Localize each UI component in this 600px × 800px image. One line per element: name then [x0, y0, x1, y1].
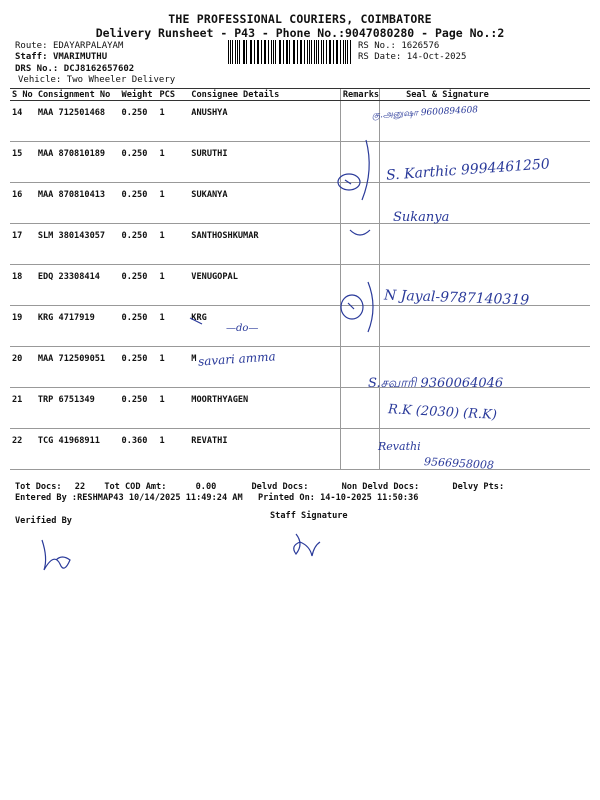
tot-docs-label: Tot Docs: [15, 482, 62, 492]
col-header-remarks: Remarks [340, 89, 379, 101]
runsheet-subtitle: Delivery Runsheet - P43 - Phone No.:9047080280 - Page No.:2 [95, 26, 505, 40]
runsheet-table [10, 88, 590, 470]
row-sno: 15 [10, 142, 36, 183]
rs-no-label: RS No.: [358, 41, 396, 51]
rs-date-value: 14-Oct-2025 [406, 52, 467, 62]
table-row [10, 224, 590, 265]
handwritten-signature-row18: N Jayal-9787140319 [383, 287, 530, 309]
col-header-consignment: Consignment No [36, 89, 120, 101]
row-weight: 0.250 [120, 306, 158, 347]
entered-by-line: Entered By :RESHMAP43 10/14/2025 11:49:24 AM [15, 493, 243, 503]
barcode-bar [314, 40, 315, 64]
row-weight: 0.250 [120, 224, 158, 265]
row-sno: 20 [10, 347, 36, 388]
row-pcs: 1 [157, 183, 189, 224]
rs-date-line [358, 52, 466, 63]
verified-signature-scribble [42, 540, 70, 570]
row-consignee: SUKANYA [189, 183, 340, 224]
row-weight: 0.250 [120, 347, 158, 388]
table-row [10, 429, 590, 470]
row-pcs: 1 [157, 388, 189, 429]
rs-date-label: RS Date: [358, 52, 402, 62]
row-weight: 0.360 [120, 429, 158, 470]
row-weight: 0.250 [120, 388, 158, 429]
barcode-bar [235, 40, 236, 64]
drs-line [15, 64, 134, 75]
tot-cod-label: Tot COD Amt: [104, 482, 167, 492]
staff-label: Staff: [15, 52, 48, 62]
totals-line [15, 482, 504, 492]
row-pcs: 1 [157, 224, 189, 265]
barcode-bar [280, 40, 281, 64]
barcode-bar [228, 40, 229, 64]
company-title: THE PROFESSIONAL COURIERS, COIMBATORE [168, 12, 432, 26]
handwritten-signature-row15: S. Karthic 9994461250 [385, 156, 551, 184]
barcode-bar [268, 40, 269, 64]
col-header-weight: Weight [120, 89, 158, 101]
table-row [10, 388, 590, 429]
delvd-docs-label: Delvd Docs: [251, 482, 309, 492]
row-consignee: VENUGOPAL [189, 265, 340, 306]
row-pcs: 1 [157, 306, 189, 347]
row-seal-signature [380, 306, 590, 347]
route-label: Route: [15, 41, 48, 51]
row-consignment-no: MAA 870810413 [36, 183, 120, 224]
row-consignee: M [189, 347, 340, 388]
row-consignment-no: TRP 6751349 [36, 388, 120, 429]
row-sno: 16 [10, 183, 36, 224]
row-pcs: 1 [157, 429, 189, 470]
non-delvd-docs-label: Non Delvd Docs: [341, 482, 420, 492]
row-consignment-no: EDQ 23308414 [36, 265, 120, 306]
row-seal-signature [380, 101, 590, 142]
vehicle-label: Vehicle: [18, 75, 62, 85]
barcode-bar [330, 40, 331, 64]
barcode-bar [323, 40, 324, 64]
rs-no-line [358, 41, 439, 52]
vehicle-value: Two Wheeler Delivery [66, 75, 176, 85]
barcode-image [228, 40, 352, 64]
row-remarks [340, 183, 379, 224]
tot-docs-value: 22 [74, 482, 86, 492]
row-sno: 22 [10, 429, 36, 470]
tot-cod-value: 0.00 [195, 482, 217, 492]
handwritten-signature-row16: Sukanya [393, 210, 450, 225]
barcode-bar [251, 40, 252, 64]
row-weight: 0.250 [120, 142, 158, 183]
row-consignment-no: MAA 870810189 [36, 142, 120, 183]
staff-value: VMARIMUTHU [52, 52, 108, 62]
barcode-bar [289, 40, 290, 64]
barcode-bar [301, 40, 302, 64]
vehicle-line [18, 75, 175, 86]
staff-signature-label: Staff Signature [270, 511, 348, 521]
barcode-bar [239, 40, 240, 64]
handwritten-ditto-row19: —do— [226, 323, 259, 334]
col-header-sno: S No [10, 89, 36, 101]
drs-label: DRS No.: [15, 64, 59, 74]
row-seal-signature [380, 224, 590, 265]
barcode-bar [321, 40, 322, 64]
row-remarks [340, 224, 379, 265]
row-consignee: REVATHI [189, 429, 340, 470]
row-remarks [340, 429, 379, 470]
row-consignment-no: SLM 380143057 [36, 224, 120, 265]
barcode-bar [258, 40, 259, 64]
row-remarks [340, 306, 379, 347]
row-weight: 0.250 [120, 101, 158, 142]
row-consignment-no: KRG 4717919 [36, 306, 120, 347]
drs-value: DCJ8162657602 [63, 64, 135, 74]
route-value: EDAYARPALAYAM [52, 41, 124, 51]
handwritten-signature-row14: கு.அனுஷா 9600894608 [371, 105, 479, 121]
row-sno: 18 [10, 265, 36, 306]
barcode-bar [275, 40, 276, 64]
handwritten-signature-row22: Revathi [378, 440, 421, 453]
barcode-bar [294, 40, 295, 64]
table-header-row [10, 89, 590, 101]
row-consignee: KRG [189, 306, 340, 347]
table-row [10, 306, 590, 347]
handwritten-signature-row21: R.K (2030) (R.K) [387, 402, 498, 423]
barcode-bar [246, 40, 247, 64]
barcode-bar [343, 40, 344, 64]
barcode-bar [265, 40, 266, 64]
row-pcs: 1 [157, 101, 189, 142]
table-row [10, 183, 590, 224]
row-remarks [340, 142, 379, 183]
table-row [10, 101, 590, 142]
row-sno: 21 [10, 388, 36, 429]
row-remarks [340, 265, 379, 306]
staff-line [15, 52, 107, 63]
col-header-signature: Seal & Signature [380, 89, 590, 101]
handwritten-consignee-row20: savari amma [197, 349, 277, 369]
route-line [15, 41, 123, 52]
barcode-bar [307, 40, 308, 64]
row-consignment-no: MAA 712509051 [36, 347, 120, 388]
row-consignment-no: MAA 712501468 [36, 101, 120, 142]
row-weight: 0.250 [120, 265, 158, 306]
row-weight: 0.250 [120, 183, 158, 224]
delvy-pts-label: Delvy Pts: [452, 482, 505, 492]
row-pcs: 1 [157, 347, 189, 388]
row-sno: 14 [10, 101, 36, 142]
col-header-pcs: PCS [157, 89, 189, 101]
row-consignee: MOORTHYAGEN [189, 388, 340, 429]
rs-no-value: 1626576 [401, 41, 440, 51]
row-consignee: ANUSHYA [189, 101, 340, 142]
handwritten-phone-row22: 9566958008 [423, 455, 495, 472]
row-consignee: SANTHOSHKUMAR [189, 224, 340, 265]
verified-by-label: Verified By [15, 516, 72, 526]
handwritten-signature-row20: S.சவாரி 9360064046 [368, 376, 504, 391]
row-pcs: 1 [157, 265, 189, 306]
staff-signature-scribble [294, 534, 320, 556]
row-consignee: SURUTHI [189, 142, 340, 183]
row-remarks [340, 388, 379, 429]
barcode-bar [337, 40, 338, 64]
row-sno: 19 [10, 306, 36, 347]
barcode-bar [350, 40, 351, 64]
row-sno: 17 [10, 224, 36, 265]
printed-on-line: Printed On: 14-10-2025 11:50:36 [258, 493, 419, 503]
row-pcs: 1 [157, 142, 189, 183]
row-consignment-no: TCG 41968911 [36, 429, 120, 470]
col-header-consignee: Consignee Details [189, 89, 340, 101]
